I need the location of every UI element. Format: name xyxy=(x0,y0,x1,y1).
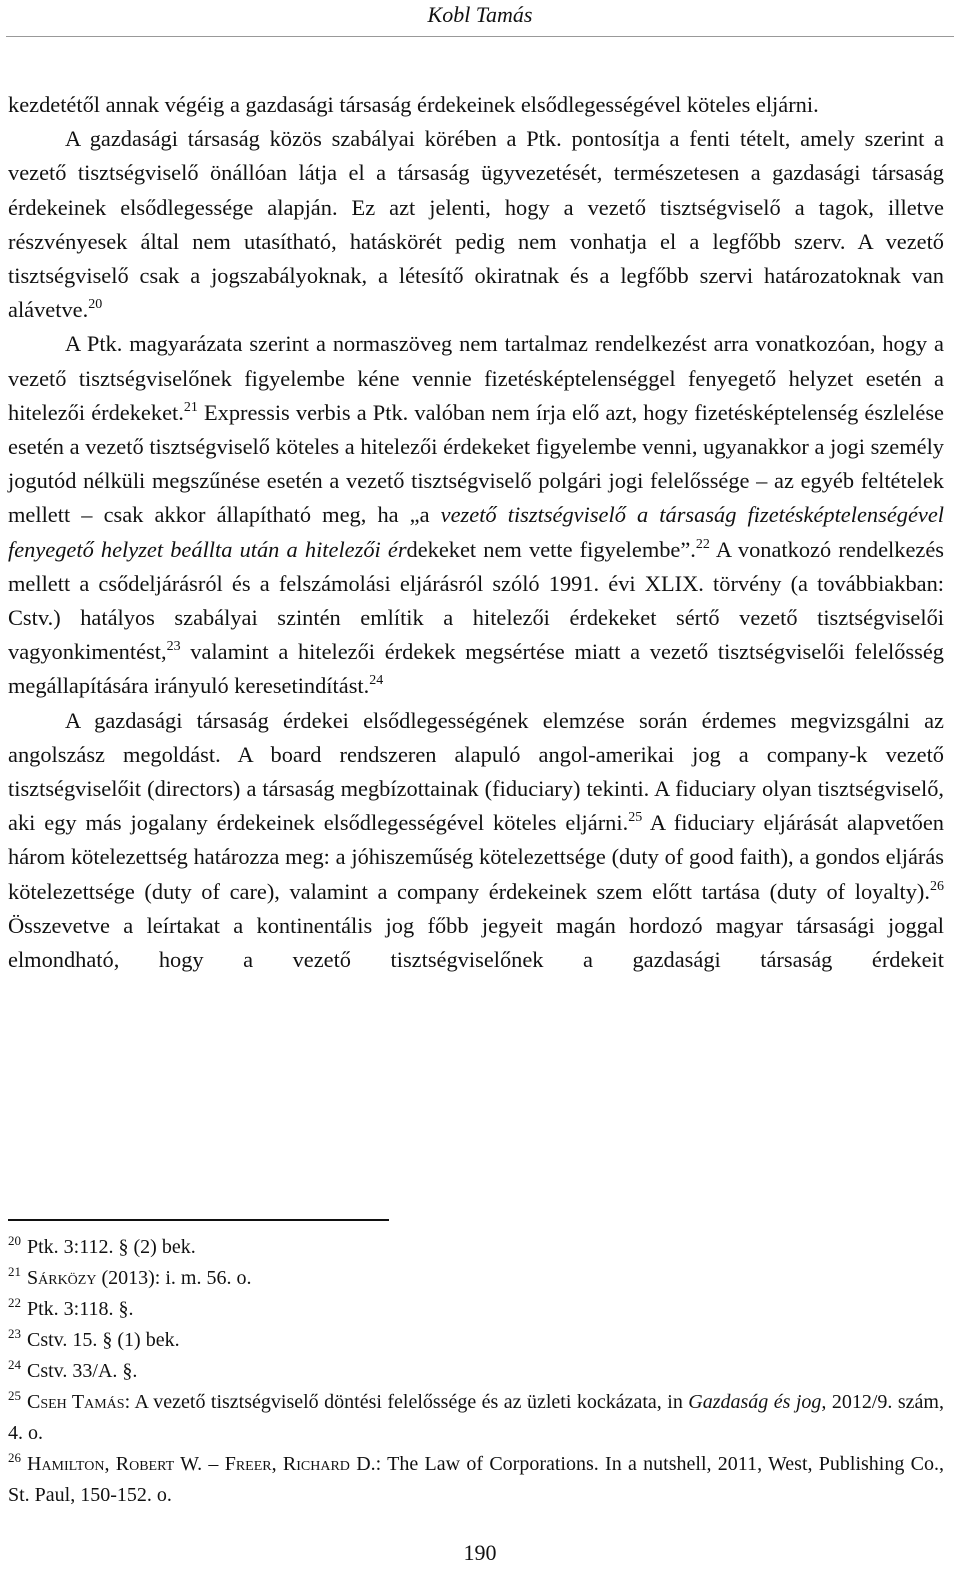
body-text xyxy=(8,88,944,977)
running-title: Kobl Tamás xyxy=(427,2,533,27)
paragraph-2: A gazdasági társaság közös szabályai körében a Ptk. pontosítja a fenti tételt, amely szerint a vezető tisztségviselő önállóan látja el a társaság ügyvezetését, természetesen a gazdasági társaság érdekeinek elsődlegessége alapján. Ez azt jelenti, hogy a vezető tisztségviselő a tagok, illetve részvényesek által nem utasítható, hatáskörét pedig nem vonhatja el a legfőbb szerv. A vezető tisztségviselő csak a jogszabályoknak, a létesítő okiratnak és a legfőbb szervi határozatoknak van alávetve.$^{20}$ xyxy=(8,126,944,323)
footnote-26: $^{26}$ Hamilton, Robert W. – Freer, Richard D.: The Law of Corporations. In a nutshell, 2011, West, Publishing Co., St. Paul, 150-152. o. xyxy=(8,1450,945,1506)
footnote-author: Hamilton, Robert W. – Freer, Richard D. xyxy=(27,1453,376,1475)
running-header xyxy=(0,0,960,38)
footnotes xyxy=(8,1232,944,1511)
footnote-ref-21: 21 xyxy=(183,399,198,415)
footnote-ref-20: 20 xyxy=(88,297,103,313)
footnote-ref-26: 26 xyxy=(930,878,944,894)
footnote-ref-24: 24 xyxy=(369,673,384,689)
footnote-20: $^{20}$ Ptk. 3:112. § (2) bek. xyxy=(8,1233,196,1258)
journal-title: Gazdaság és jog, xyxy=(688,1391,827,1413)
page-number: 190 xyxy=(463,1540,497,1565)
footnote-ref-22: 22 xyxy=(695,536,710,552)
header-rule xyxy=(6,36,954,37)
footnote-24: $^{24}$ Cstv. 33/A. §. xyxy=(8,1357,138,1382)
footnote-21: $^{21}$ Sárközy (2013): i. m. 56. o. xyxy=(8,1264,252,1289)
paragraph-4: A gazdasági társaság érdekei elsődlegességének elemzése során érdemes megvizsgálni az angolszász megoldást. A board rendszeren alapuló angol-amerikai jog a company-k vezető tisztségviselőit (directors) a társaság megbízottainak (fiduciary) tekinti. A fiduciary olyan tisztségviselő, aki egy más jogalany érdekeinek elsődlegességével köteles eljárni.$^{25}$ A fiduciary eljárását alapvetően három kötelezettség határozza meg: a jóhiszeműség kötelezettsége (duty of good faith), a gondos eljárás kötelezettsége (duty of care), valamint a company érdekeinek szem előtt tartása (duty of loyalty).$^{26}$ Összevetve a leírtakat a kontinentális jog főbb jegyeit magán hordozó magyar társasági joggal elmondható, hogy a vezető tisztségviselőnek a gazdasági társaság érdekeit xyxy=(8,707,944,973)
paragraph-3: A Ptk. magyarázata szerint a normaszöveg nem tartalmaz rendelkezést arra vonatkozóan, hogy a vezető tisztségviselőnek figyelembe kéne vennie fizetésképtelenséggel fenyegető helyzet esetén a hitelezői érdekeket.$^{21}$ Expressis verbis a Ptk. valóban nem írja elő azt, hogy fizetésképtelenség észlelése esetén a vezető tisztségviselő köteles a hitelezői érdekeket figyelembe venni, ugyanakkor a jogi személy jogutód nélküli megszűnése esetén a vezető tisztségviselő polgári jogi felelőssége – az egyéb feltételek mellett – csak akkor állapítható meg, ha „a vezető tisztségviselő a társaság fizetésképtelenségével fenyegető helyzet beállta után a hitelezői érdekeket nem vette figyelembe”.$^{22}$ A vonatkozó rendelkezés mellett a csődeljárásról és a felszámolási eljárásról szóló 1991. évi XLIX. törvény (a továbbiakban: Cstv.) hatályos szabályai szintén említik a hitelezői érdekeket sértő vezető tisztségviselői vagyonkimentést,$^{23}$ valamint a hitelezői érdekek megsértése miatt a vezető tisztségviselői felelősség megállapítására irányuló keresetindítást.$^{24}$ xyxy=(8,331,944,699)
footnote-ref-23: 23 xyxy=(166,639,181,655)
footnote-23: $^{23}$ Cstv. 15. § (1) bek. xyxy=(8,1326,180,1351)
footnote-rule xyxy=(8,1219,389,1221)
footnote-ref-25: 25 xyxy=(628,810,643,826)
paragraph-1: kezdetétől annak végéig a gazdasági társaság érdekeinek elsődlegességével köteles eljárni. xyxy=(8,92,819,117)
footnote-22: $^{22}$ Ptk. 3:118. §. xyxy=(8,1295,134,1320)
footnote-author: Cseh Tamás xyxy=(27,1391,125,1413)
footnote-author: Sárközy xyxy=(27,1267,97,1289)
footnote-25: $^{25}$ Cseh Tamás: A vezető tisztségviselő döntési felelőssége és az üzleti kockázata, in Gazdaság és jog, 2012/9. szám, 4. o. xyxy=(8,1388,944,1444)
quoted-text: vezető tisztségviselő a társaság fizetésképtelenségével fenyegető helyzet beállta után a hitelezői ér xyxy=(8,502,944,562)
